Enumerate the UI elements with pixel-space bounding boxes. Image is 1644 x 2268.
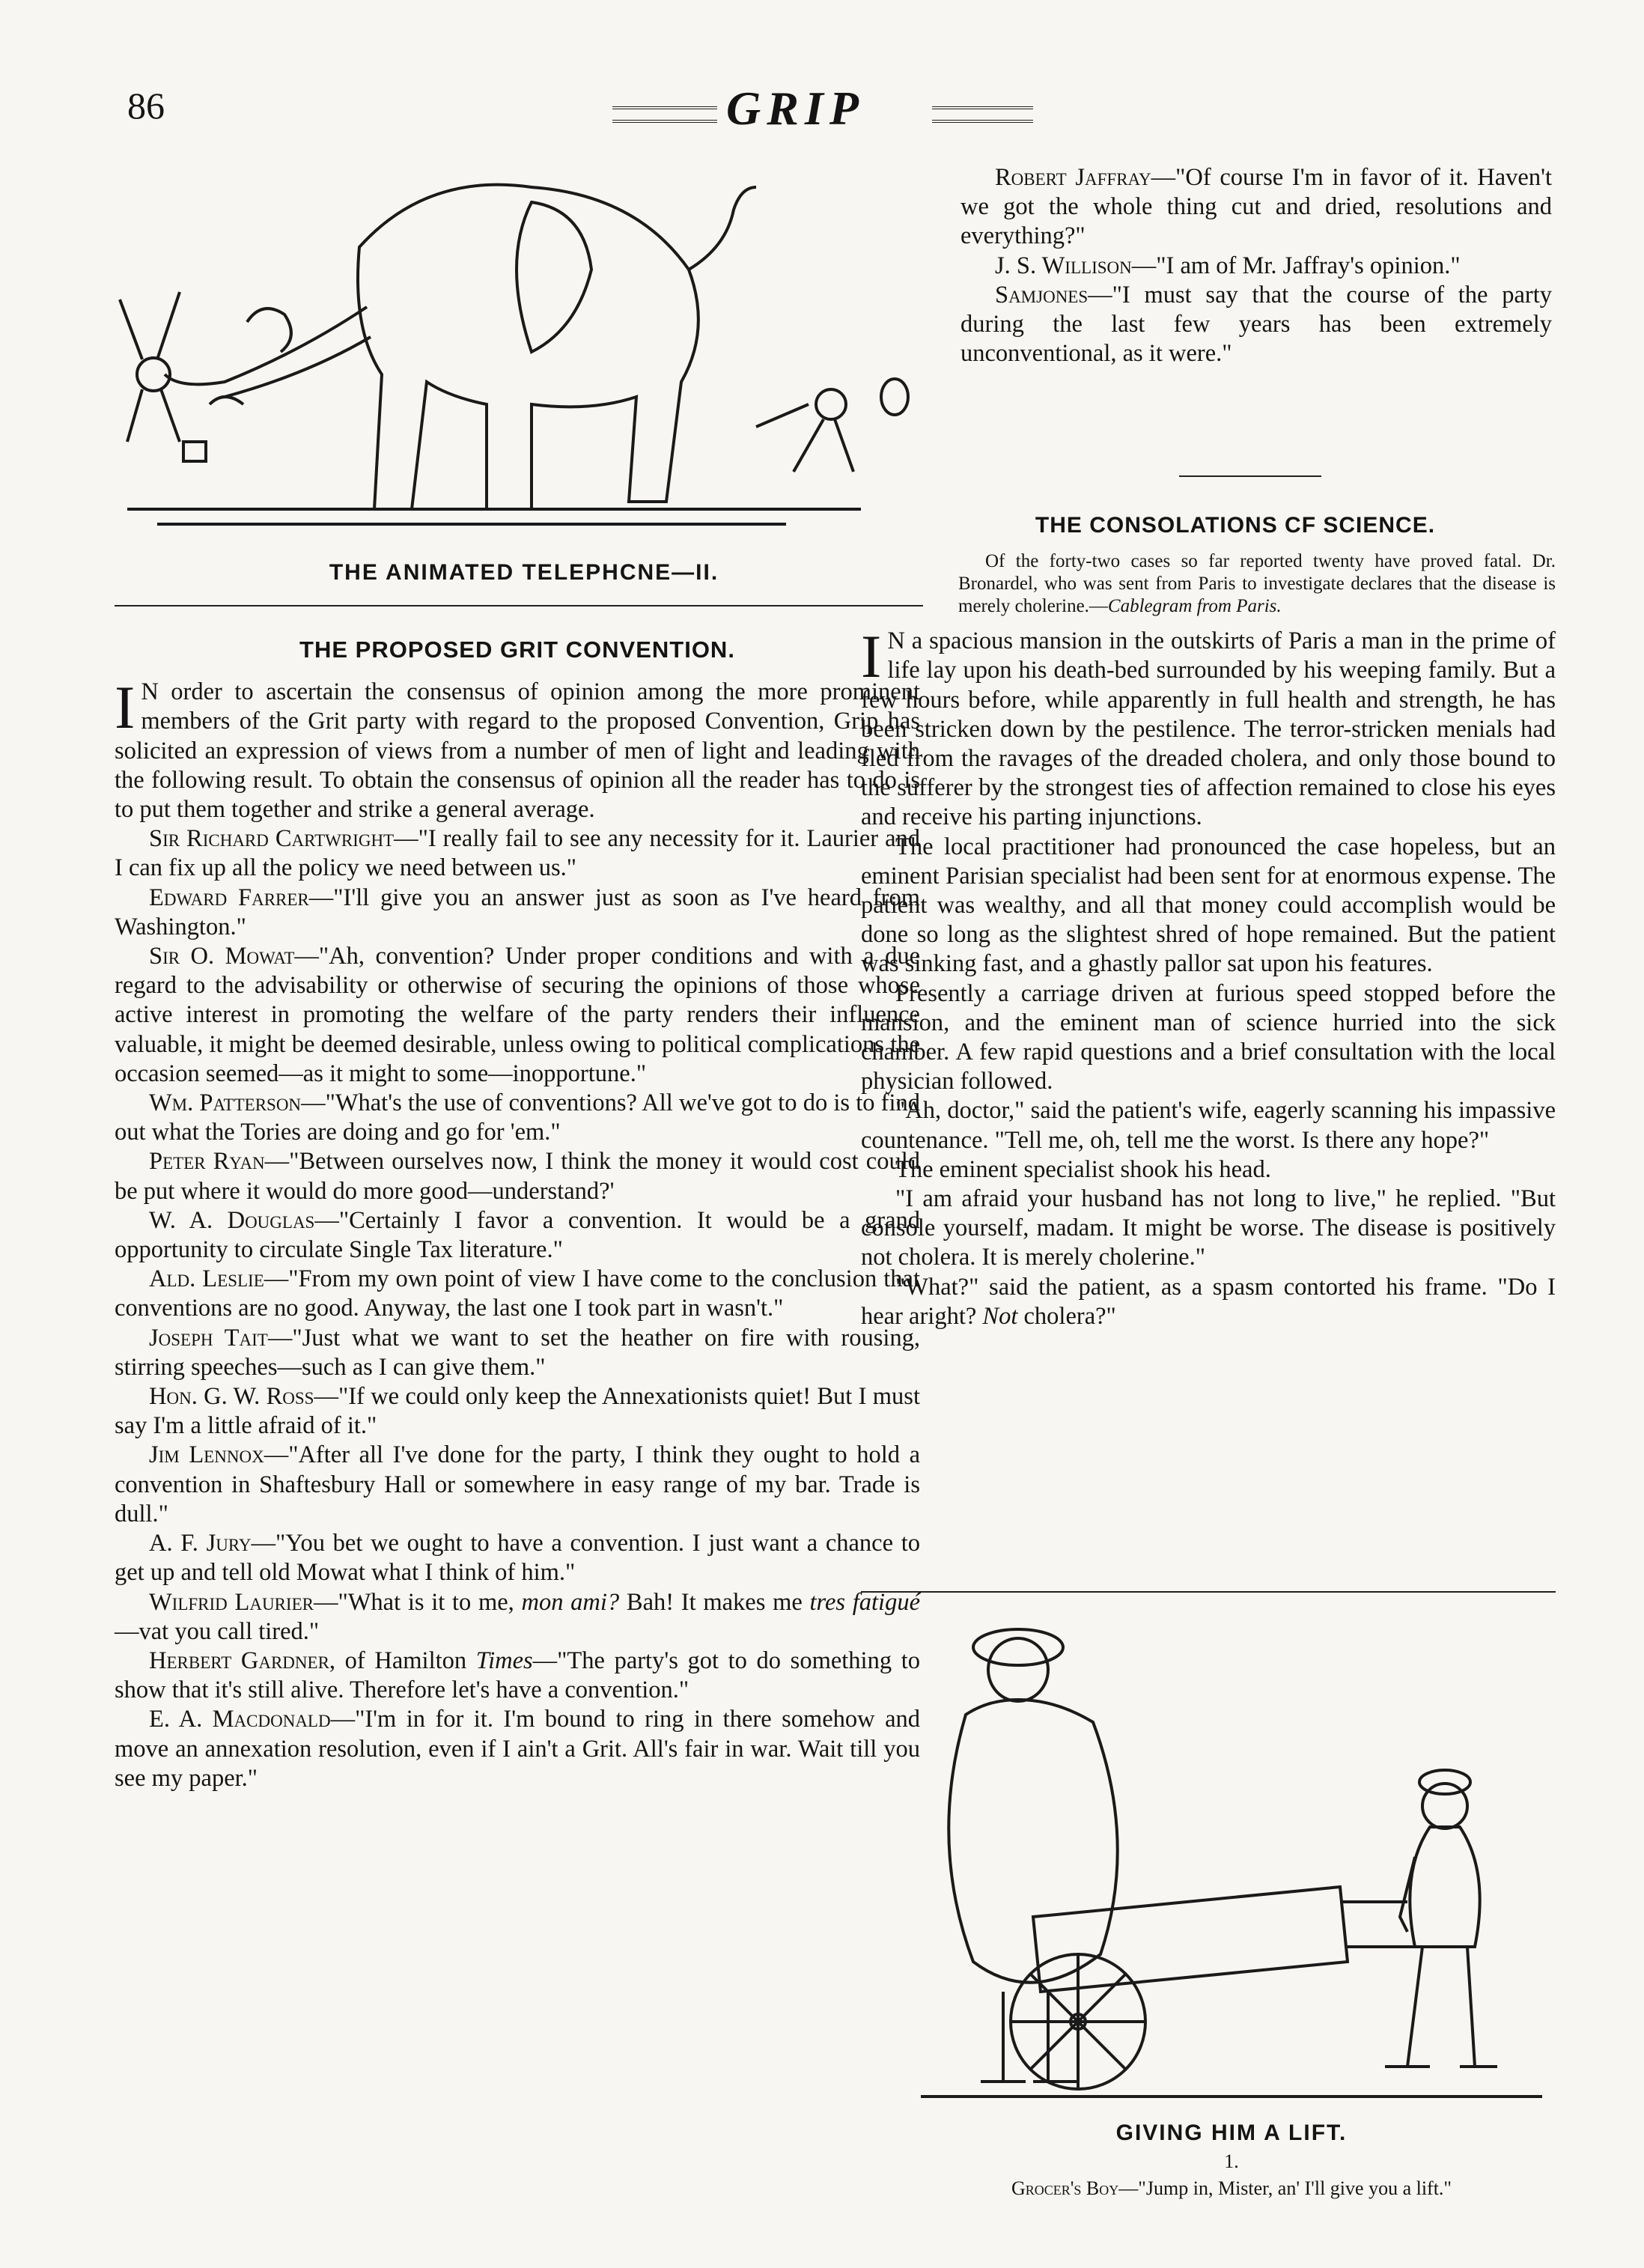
speaker-name: Joseph Tait [149, 1324, 268, 1352]
speaker-quote: —"Just what we want to set the heather on fire with rousing, stirring speeches—such as I can give them." [115, 1324, 920, 1381]
opinion-laurier: Wilfrid Laurier—"What is it to me, mon ami? Bah! It makes me tres fatigué—vat you call tired." [115, 1588, 920, 1645]
elephant-caption: THE ANIMATED TELEPHCNE—II. [329, 560, 719, 585]
article-convention-left-column [115, 635, 920, 1793]
speaker-name: J. S. Willison [995, 252, 1132, 279]
opinion-entry [115, 1147, 920, 1206]
speaker-quote: —"What's the use of conventions? All we've got to do is to find out what the Tories are doing and go for 'em." [115, 1089, 921, 1146]
opinion-gardner: Herbert Gardner, of Hamilton Times—"The party's got to do something to show that it's still alive. Therefore let's have a convention." [115, 1647, 920, 1704]
lift-dialogue: Grocer's Boy—"Jump in, Mister, an' I'll give you a lift." [1011, 2177, 1452, 2199]
opinion-entry [115, 1089, 920, 1147]
opinion-entry [115, 1265, 920, 1323]
speaker-name: Ald. Leslie [149, 1265, 264, 1293]
lift-illustration [921, 1602, 1542, 2112]
page-header [112, 84, 1572, 144]
opinion-entry [960, 252, 1552, 281]
lift-caption: GIVING HIM A LIFT. [1115, 2120, 1348, 2145]
elephant-illustration [112, 157, 913, 547]
opinion-entry [960, 281, 1552, 369]
speaker-quote: —"I really fail to see any necessity for it. Laurier and I can fix up all the policy we need between us." [115, 825, 920, 882]
article-science-paragraph: The eminent specialist shook his head. [895, 1155, 1271, 1183]
speaker-name: Wm. Patterson [149, 1089, 302, 1117]
speaker-name: Samjones [995, 281, 1089, 308]
lift-number: 1. [1224, 2150, 1239, 2172]
article-science-paragraph: The local practitioner had pronounced the case hopeless, but an eminent Parisian specialist had been sent for at enormous expense. The patient was wealthy, and all that money could accomplish would be done so long as the slightest shred of hope remained. But the patient was sinking fast, and a ghastly pallor sat upon his features. [861, 833, 1556, 978]
masthead-title: GRIP [726, 82, 865, 135]
opinion-entry [115, 824, 920, 883]
article-science-paragraph: I N a spacious mansion in the outskirts of Paris a man in the prime of life lay upon his death-bed surrounded by his weeping family. But a few hours before, while apparently in full health and strength, he has been stricken down by the pestilence. The terror-stricken menials had fled from the ravages of the dreaded cholera, and only those bound to the sufferer by the strongest ties of affection remained to close his eyes and receive his parting injunctions. [861, 622, 1556, 831]
article-science-paragraph: Presently a carriage driven at furious speed stopped before the mansion, and the eminent man of science hurried into the sick chamber. A few rapid questions and a brief consultation with the local physician followed. [861, 979, 1556, 1095]
speaker-name: Sir O. Mowat [149, 943, 295, 970]
speaker-quote: —"Ah, convention? Under proper conditions and with a due regard to the advisability or otherwise of securing the opinions of those whose active interest in promoting the welfare of the party renders their influence valuable, it might be deemed desirable, unless owing to political complications the occasion seemed—as it might to some—inopportune." [115, 943, 921, 1087]
article-science [861, 511, 1556, 1331]
speaker-name: Hon. G. W. Ross [149, 1383, 314, 1411]
article-science-paragraph: "I am afraid your husband has not long to live," he replied. "But console yourself, madam. It might be worse. The disease is positively not cholera. It is merely cholerine." [861, 1185, 1556, 1271]
header-rule-right [932, 106, 1033, 123]
article-science-final: "What?" said the patient, as a spasm contorted his frame. "Do I hear aright? Not cholera?" [861, 1273, 1556, 1330]
dropcap-i: I [115, 673, 136, 742]
header-rule-left [612, 106, 717, 123]
speaker-name: Peter Ryan [149, 1148, 265, 1176]
opinion-list-continued [960, 163, 1552, 368]
article-convention-title: THE PROPOSED GRIT CONVENTION. [299, 636, 735, 663]
article-science-epigraph: Of the forty-two cases so far reported twenty have proved fatal. Dr. Bronardel, who was sent from Paris to investigate declares that the disease is merely cholerine.—Cablegram from Paris. [958, 551, 1556, 617]
speaker-quote: —"I must say that the course of the party during the last few years has been extremely unconventional, as it were." [960, 281, 1552, 368]
article-science-title: THE CONSOLATIONS CF SCIENCE. [1035, 513, 1436, 538]
speaker-quote: —"If we could only keep the Annexationists quiet! But I must say I'm a little afraid of it." [115, 1383, 920, 1440]
opinion-entry [115, 942, 920, 1089]
opinion-entry [115, 1529, 920, 1587]
speaker-quote: —"From my own point of view I have come to the conclusion that conventions are no good. Anyway, the last one I took part in wasn't." [115, 1265, 920, 1322]
divider-short [1179, 475, 1321, 477]
divider-right-bottom [861, 1591, 1556, 1593]
opinion-entry [115, 884, 920, 942]
speaker-quote: —"After all I've done for the party, I think they ought to hold a convention in Shaftesbury Hall or somewhere in easy range of my bar. Trade is dull." [115, 1441, 921, 1527]
speaker-name: Robert Jaffray [995, 164, 1151, 191]
opinion-list [115, 824, 920, 1587]
speaker-quote: —"Certainly I favor a convention. It would be a grand opportunity to circulate Single Tax literature." [115, 1206, 921, 1264]
dropcap-i-science: I [861, 622, 882, 691]
opinion-macdonald: E. A. Macdonald—"I'm in for it. I'm bound to ring in there somehow and move an annexation resolution, even if I ain't a Grit. All's fair in war. Wait till you see my paper." [115, 1706, 920, 1792]
speaker-name: Jim Lennox [149, 1441, 264, 1469]
speaker-quote: —"Of course I'm in favor of it. Haven't we got the whole thing cut and dried, resolutions and everything?" [960, 164, 1552, 250]
speaker-name: Sir Richard Cartwright [149, 825, 395, 853]
article-science-paragraph: "Ah, doctor," said the patient's wife, eagerly scanning his impassive countenance. "Tell me, oh, tell me the worst. Is there any hope?" [861, 1097, 1556, 1154]
speaker-quote: —"I am of Mr. Jaffray's opinion." [1131, 252, 1461, 279]
opinion-entry [115, 1206, 920, 1265]
speaker-quote: —"You bet we ought to have a convention. I just want a chance to get up and tell old Mowat what I think of him." [115, 1530, 921, 1587]
divider-left-top [115, 605, 923, 606]
speaker-name: W. A. Douglas [149, 1206, 315, 1234]
speaker-name: Edward Farrer [149, 884, 309, 911]
article-convention-right-column [960, 163, 1552, 368]
opinion-entry [115, 1324, 920, 1382]
speaker-quote: —"I'll give you an answer just as soon as I've heard from Washington." [115, 884, 920, 940]
speaker-quote: —"Between ourselves now, I think the money it would cost could be put where it would do more good—understand?' [115, 1148, 920, 1205]
article-convention-intro: I N order to ascertain the consensus of opinion among the more prominent members of the Grit party with regard to the proposed Convention, Grip has solicited an expression of views from a number of men of light and leading with the following result. To obtain the consensus of opinion all the reader has to do is to put them together and strike a general average. [115, 673, 920, 824]
page-number: 86 [127, 85, 165, 127]
opinion-entry [115, 1382, 920, 1441]
speaker-name: A. F. Jury [149, 1530, 252, 1557]
article-science-body [861, 622, 1556, 1272]
opinion-entry [960, 163, 1552, 252]
opinion-entry [115, 1441, 920, 1529]
